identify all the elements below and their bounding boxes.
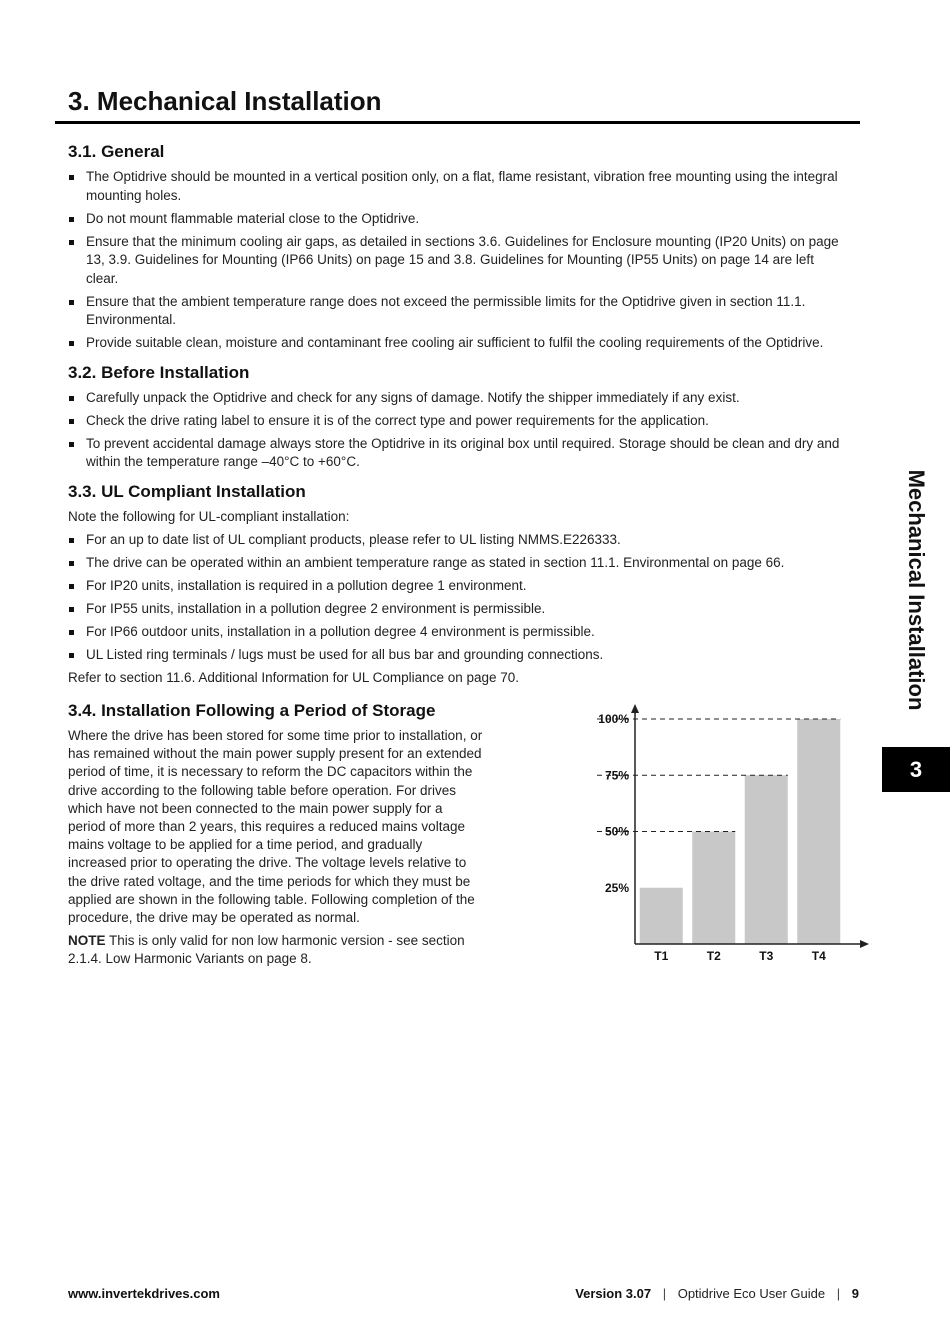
section-general (68, 142, 848, 353)
chart-x-tick-label: T1 (654, 949, 669, 963)
chart-x-tick-label: T3 (759, 949, 774, 963)
page-content (68, 142, 848, 991)
footer-page-number: 9 (851, 1286, 859, 1301)
footer-separator: | (836, 1286, 841, 1301)
note-text: This is only valid for non low harmonic version - see section 2.1.4. Low Harmonic Variants on page 8. (68, 932, 465, 966)
section-storage (68, 701, 848, 991)
side-tab-label (886, 440, 946, 740)
chart-y-tick-label: 25% (604, 880, 629, 895)
section-ul-compliant (68, 482, 848, 688)
voltage-reform-chart (523, 697, 826, 977)
footer-right (575, 1286, 859, 1301)
footer-url: www.invertekdrives.com (68, 1286, 220, 1301)
ul-intro-text: Note the following for UL-compliant installation: (68, 508, 350, 524)
side-tab-label-text: Mechanical Installation (904, 469, 929, 711)
list-item: For IP66 outdoor units, installation in a pollution degree 4 environment is permissible. (68, 623, 848, 642)
list-item: The Optidrive should be mounted in a vertical position only, on a flat, flame resistant, vibration free mounting using the integral mounting holes. (68, 168, 848, 205)
section-heading-before-installation: 3.2. Before Installation (68, 362, 250, 382)
footer-separator: | (662, 1286, 667, 1301)
chart-bar (640, 888, 683, 944)
footer-version: Version 3.07 (575, 1286, 652, 1301)
ul-outro-text: Refer to section 11.6. Additional Information for UL Compliance on page 70. (68, 669, 520, 685)
section-before-installation (68, 363, 848, 472)
chart-y-tick-label: 50% (604, 824, 629, 839)
list-item: Check the drive rating label to ensure it is of the correct type and power requirements for the application. (68, 412, 848, 431)
storage-text-column (68, 701, 483, 973)
list-item: Ensure that the ambient temperature range does not exceed the permissible limits for the Optidrive given in section 11.1. Environmental. (68, 293, 848, 330)
list-item: For an up to date list of UL compliant products, please refer to UL listing NMMS.E226333. (68, 531, 848, 550)
side-tab-chapter-number: 3 (882, 747, 950, 792)
list-item: Provide suitable clean, moisture and contaminant free cooling air sufficient to fulfil the cooling requirements of the Optidrive. (68, 334, 848, 353)
chart-y-tick-label: 100% (598, 712, 629, 726)
title-rule (55, 121, 860, 124)
list-item: UL Listed ring terminals / lugs must be used for all bus bar and grounding connections. (68, 646, 848, 665)
list-item: Carefully unpack the Optidrive and check for any signs of damage. Notify the shipper immediately if any exist. (68, 389, 848, 408)
storage-note (68, 932, 483, 968)
chart-x-tick-label: T2 (706, 949, 721, 963)
chart-y-axis-arrow (631, 704, 639, 713)
chart-x-axis-arrow (860, 940, 869, 948)
chart-bar (745, 775, 788, 944)
chart-y-tick-label: 75% (604, 768, 629, 783)
section-heading-storage: 3.4. Installation Following a Period of Storage (68, 701, 436, 720)
page-title: 3. Mechanical Installation (68, 86, 382, 116)
section-heading-general: 3.1. General (68, 142, 165, 161)
list-item: To prevent accidental damage always store the Optidrive in its original box until required. Storage should be clean and dry and within the temperature range –40°C to +60°C. (68, 435, 848, 472)
ul-bullet-list (68, 531, 848, 665)
section-heading-ul-compliant: 3.3. UL Compliant Installation (68, 481, 306, 501)
chart-bar (797, 719, 840, 944)
chart-x-tick-label: T4 (811, 949, 826, 963)
before-installation-bullet-list (68, 389, 848, 472)
note-label: NOTE (68, 932, 106, 948)
list-item: For IP55 units, installation in a pollution degree 2 environment is permissible. (68, 600, 848, 619)
list-item: Do not mount flammable material close to the Optidrive. (68, 210, 848, 229)
list-item: For IP20 units, installation is required in a pollution degree 1 environment. (68, 577, 848, 596)
storage-body-text: Where the drive has been stored for some time prior to installation, or has remained without the main power supply present for an extended period of time, it is necessary to reform the DC capacitors within the drive according to the following table before operation. For drives which have not been connected to the main power supply for a period of more than 2 years, this requires a reduced mains voltage mains voltage to be applied for a time period, and gradually increased prior to operating the drive. The voltage levels relative to the drive rated voltage, and the time periods for which they must be applied are shown in the following table. Following completion of the procedure, the drive may be operated as normal. (68, 728, 483, 926)
footer-guide-title: Optidrive Eco User Guide (677, 1286, 826, 1301)
general-bullet-list (68, 168, 848, 353)
chart-bar (692, 832, 735, 945)
list-item: The drive can be operated within an ambient temperature range as stated in section 11.1. Environmental on page 66. (68, 554, 848, 573)
list-item: Ensure that the minimum cooling air gaps, as detailed in sections 3.6. Guidelines for Enclosure mounting (IP20 Units) on page 13, 3.9. Guidelines for Mounting (IP66 Units) on page 15 and 3.8. Guidelines for Mounting (IP55 Units) on page 14 are left clear. (68, 233, 848, 289)
